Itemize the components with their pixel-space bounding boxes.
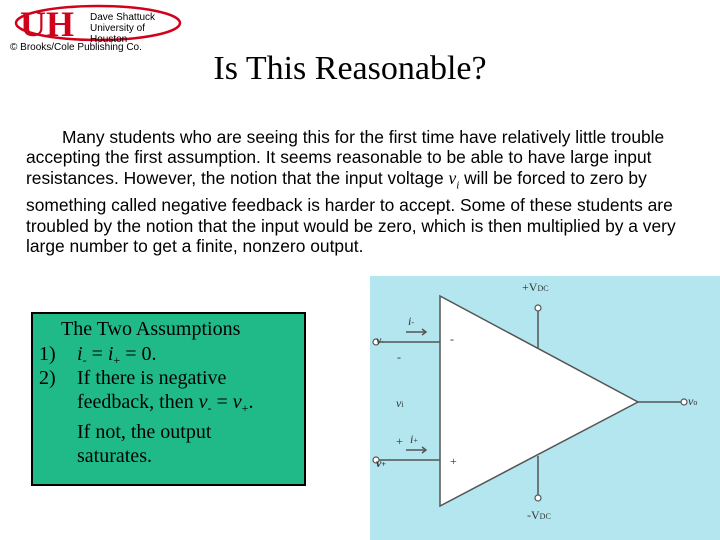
v-plus-label <box>376 456 386 471</box>
equals-sign: = <box>86 343 108 365</box>
vo-char: v <box>688 394 694 408</box>
university-logo <box>6 4 182 56</box>
opamp-diagram <box>370 276 720 540</box>
vi-char: v <box>396 396 402 410</box>
neg-supply-sub: DC <box>539 512 551 521</box>
vi-subscript: i <box>456 179 460 192</box>
vi-sub: i <box>401 400 404 409</box>
i-minus-sub: - <box>411 318 415 327</box>
v-minus-var: v <box>198 391 208 413</box>
i-minus-var: i <box>77 343 83 365</box>
v-plus-subscript: + <box>241 401 249 415</box>
v-plus-char: v <box>376 456 382 470</box>
logo-copyright: © Brooks/Cole Publishing Co. <box>10 42 142 53</box>
assumptions-box <box>31 312 306 486</box>
opamp-schematic <box>370 276 720 540</box>
i-plus-sub: + <box>413 436 418 445</box>
pos-supply-terminal-icon <box>535 305 541 311</box>
pos-supply-v: +V <box>522 280 538 294</box>
output-terminal-icon <box>681 399 687 405</box>
logo-monogram: UH <box>20 4 74 44</box>
i-plus-var: i <box>107 343 114 365</box>
i-plus-label <box>410 432 418 447</box>
pos-supply-label <box>522 280 549 295</box>
assumption-2-line1: If there is negative <box>77 367 227 389</box>
minus-subscript: - <box>82 353 87 367</box>
v-minus-char: v <box>376 333 382 347</box>
logo-author: Dave Shattuck <box>90 12 156 23</box>
assumption-1-number: 1) <box>39 343 56 365</box>
assumption-2-line4: saturates. <box>77 445 152 467</box>
assumption-2-line2-text: feedback, then <box>77 391 199 413</box>
assumption-2-line2 <box>77 390 301 420</box>
noninverting-sign: + <box>450 454 457 468</box>
neg-supply-v: -V <box>527 508 540 522</box>
pos-supply-sub: DC <box>537 284 549 293</box>
inverting-sign: - <box>450 332 454 346</box>
assumptions-heading: The Two Assumptions <box>61 318 241 340</box>
body-paragraph <box>26 127 686 256</box>
equals-zero: = 0. <box>120 343 157 365</box>
slide-title: Is This Reasonable? <box>213 50 487 87</box>
vo-sub: o <box>693 398 698 407</box>
v-minus-label <box>376 333 384 348</box>
logo-university: University of Houston <box>90 23 146 45</box>
neg-supply-terminal-icon <box>535 495 541 501</box>
vi-variable: v <box>448 167 457 188</box>
i-plus-char: i <box>410 432 414 446</box>
vi-minus-sign: - <box>397 350 401 364</box>
v-minus-subscript: - <box>207 401 212 415</box>
vo-label <box>688 394 697 409</box>
v-equals-sign: = <box>211 391 233 413</box>
i-minus-label <box>408 314 414 329</box>
assumption-2-number: 2) <box>39 367 56 389</box>
assumption-2-text <box>77 366 301 468</box>
plus-subscript: + <box>113 353 121 367</box>
v-plus-var: v <box>232 391 242 413</box>
assumption-2-line3: If not, the output <box>77 421 212 443</box>
body-text-part2: will be forced to zero by something called negative feedback is harder to accept. Some of these students are troubled by the notion that the input would be zero, which is then multiplied by a very large number to get a finite, nonzero output. <box>26 167 676 256</box>
period: . <box>248 391 254 413</box>
neg-supply-label <box>527 508 551 523</box>
v-minus-sub: - <box>381 337 384 346</box>
opamp-triangle-icon <box>440 296 638 506</box>
v-plus-sub: + <box>381 460 386 469</box>
i-minus-char: i <box>408 314 412 328</box>
vi-plus-sign: + <box>396 434 403 448</box>
vi-label <box>396 396 404 411</box>
body-text-part1: Many students who are seeing this for the first time have relatively little trouble accepting the first assumption. It seems reasonable to be able to have large input resistances. However, the notion that the input voltage <box>26 127 665 188</box>
